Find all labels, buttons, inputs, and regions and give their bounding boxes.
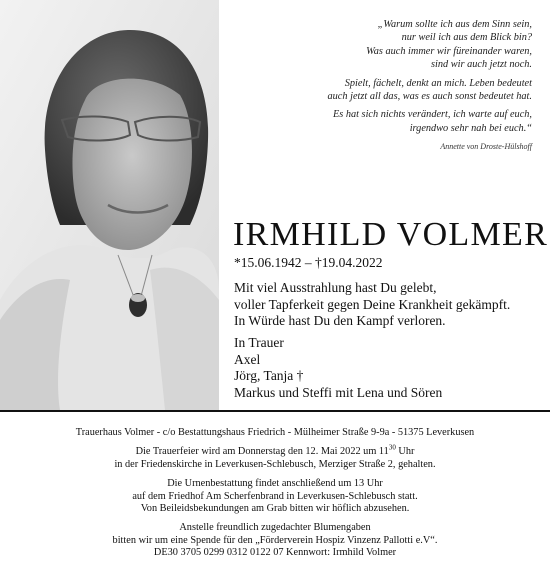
poem-line: Was auch immer wir füreinander waren, xyxy=(366,45,532,57)
life-dates: *15.06.1942 – †19.04.2022 xyxy=(234,255,383,270)
funeral-service-line xyxy=(0,443,550,458)
funeral-service-text: Die Trauerfeier wird am Donnerstag den 12. Mai 2022 um 11 xyxy=(135,446,389,458)
mourners-list xyxy=(234,335,442,402)
memorial-statement xyxy=(234,280,510,330)
funeral-time-minutes: 30 xyxy=(388,443,396,452)
burial-line: auf dem Friedhof Am Scherfenbrand in Leverkusen-Schlebusch statt. xyxy=(132,490,418,502)
poem-line: auch jetzt all das, was es auch sonst bedeutet hat. xyxy=(327,91,532,103)
statement-line: Mit viel Ausstrahlung hast Du gelebt, xyxy=(234,280,437,295)
poem-stanza-3 xyxy=(232,108,532,135)
deceased-name: IRMHILD VOLMER xyxy=(233,216,549,253)
address-block xyxy=(0,427,550,439)
burial-line: Die Urnenbestattung findet anschließend um 13 Uhr xyxy=(167,478,383,490)
donation-line: bitten wir um eine Spende für den „Förderverein Hospiz Vinzenz Pallotti e.V“. xyxy=(112,534,438,546)
mourners-line: Axel xyxy=(234,351,261,367)
poem-stanza-1 xyxy=(232,18,532,72)
poem-line: sind wir auch jetzt noch. xyxy=(431,59,532,71)
poem-line: irgendwo sehr nah bei euch.“ xyxy=(409,122,532,134)
burial-block xyxy=(0,478,550,515)
donation-block xyxy=(0,522,550,559)
donation-line: Anstelle freundlich zugedachter Blumengaben xyxy=(179,522,371,534)
mourners-line: Markus und Steffi mit Lena und Sören xyxy=(234,385,443,401)
mourners-line: In Trauer xyxy=(234,335,284,350)
poem-author: Annette von Droste-Hülshoff xyxy=(440,142,532,152)
memorial-poem xyxy=(232,18,532,154)
statement-line: voller Tapferkeit gegen Deine Krankheit gekämpft. xyxy=(234,296,511,312)
funeral-location-line: in der Friedenskirche in Leverkusen-Schlebusch, Merziger Straße 2, gehalten. xyxy=(114,458,436,470)
burial-line: Von Beileidsbekundungen am Grab bitten wir höflich abzusehen. xyxy=(140,503,410,515)
portrait-photo xyxy=(0,0,219,410)
donation-line: DE30 3705 0299 0312 0122 07 Kennwort: Irmhild Volmer xyxy=(153,547,397,559)
statement-line: In Würde hast Du den Kampf verloren. xyxy=(234,313,446,329)
poem-line: nur weil ich aus dem Blick bin? xyxy=(401,32,532,44)
section-divider xyxy=(0,410,550,412)
poem-line: Spielt, fächelt, denkt an mich. Leben bedeutet xyxy=(344,77,532,89)
poem-stanza-2 xyxy=(232,77,532,104)
address-line: Trauerhaus Volmer - c/o Bestattungshaus Friedrich - Mülheimer Straße 9-9a - 51375 Leverkusen xyxy=(75,427,475,438)
funeral-details xyxy=(0,427,550,567)
mourners-line: Jörg, Tanja † xyxy=(234,368,304,384)
funeral-service-block xyxy=(0,443,550,471)
funeral-service-text-end: Uhr xyxy=(395,446,415,458)
poem-line: „Warum sollte ich aus dem Sinn sein, xyxy=(377,19,532,30)
poem-line: Es hat sich nichts verändert, ich warte auf euch, xyxy=(332,109,532,121)
